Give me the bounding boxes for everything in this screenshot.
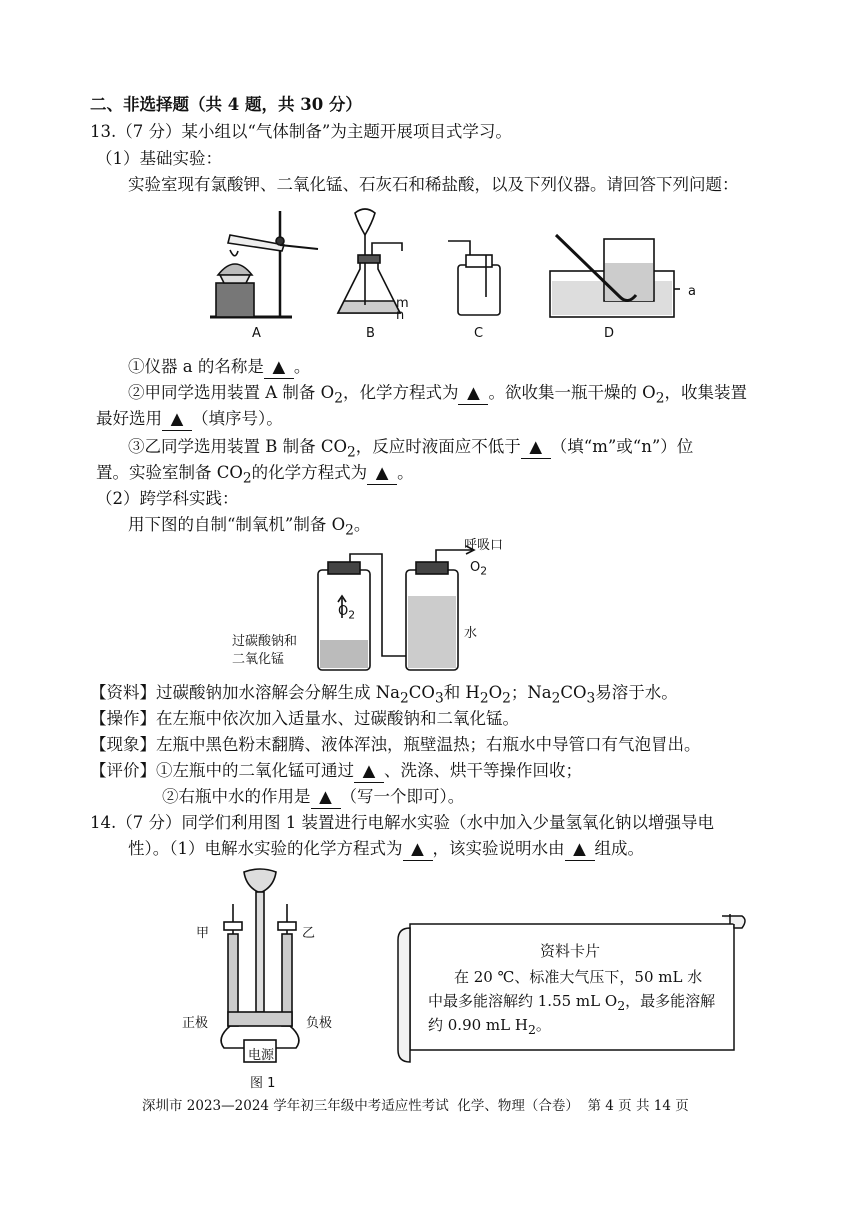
funnel-mark-n: n	[396, 308, 405, 323]
answer-blank[interactable]: ▲	[367, 462, 397, 485]
figure-1-caption: 图 1	[250, 1076, 276, 1091]
answer-blank[interactable]: ▲	[354, 760, 384, 783]
answer-blank[interactable]: ▲	[521, 436, 551, 459]
q13-q2: ②甲同学选用装置 A 制备 $O_2$，化学方程式为 ▲ 。欲收集一瓶干燥的 $O_2$，收集装置	[128, 383, 747, 407]
figure-reagent-label-2: 二氧化锰	[232, 652, 285, 667]
power-supply-label: 电源	[248, 1048, 275, 1063]
q13-part1-intro: 实验室现有氯酸钾、二氧化锰、石灰石和稀盐酸，以及下列仪器。请回答下列问题：	[128, 175, 739, 194]
figure-o2-outlet-label: $O_2$	[470, 560, 488, 578]
figure-o2-label: $O_2$	[338, 604, 356, 622]
electrolysis-positive-label: 正极	[182, 1016, 209, 1031]
figure-breath-label: 呼吸口	[464, 538, 504, 553]
figure-water-label: 水	[464, 626, 478, 641]
question-14-stem-line2: 性）。（1）电解水实验的化学方程式为 ▲ ，该实验说明水由 ▲ 组成。	[128, 838, 644, 861]
answer-blank[interactable]: ▲	[311, 786, 341, 809]
q13-evaluation-2: ②右瓶中水的作用是 ▲ （写一个即可）。	[162, 786, 464, 809]
answer-blank[interactable]: ▲	[458, 382, 488, 405]
q13-operation: 【操作】在左瓶中依次加入适量水、过碳酸钠和二氧化锰。	[90, 709, 519, 728]
electrolysis-negative-label: 负极	[306, 1016, 333, 1031]
q13-part2-heading: （2）跨学科实践：	[96, 489, 239, 508]
answer-blank[interactable]: ▲	[565, 838, 595, 861]
q13-q3-line2: 置。实验室制备 $CO_2$的化学方程式为 ▲ 。	[96, 463, 414, 487]
info-card-line1: 在 20 ℃、标准大气压下，50 mL 水	[454, 968, 703, 986]
section-title: 二、非选择题（共 4 题，共 30 分）	[90, 95, 362, 114]
trough-mark-a: a	[688, 284, 696, 299]
info-card-title: 资料卡片	[540, 942, 601, 960]
apparatus-figure	[200, 205, 680, 340]
answer-blank[interactable]: ▲	[264, 356, 294, 379]
question-13-stem: 13.（7 分）某小组以“气体制备”为主题开展项目式学习。	[90, 122, 512, 141]
q13-part2-intro: 用下图的自制“制氧机”制备 $O_2$。	[128, 515, 371, 539]
q13-q3: ③乙同学选用装置 B 制备 $CO_2$，反应时液面应不低于 ▲ （填“m”或“n”）位	[128, 437, 694, 461]
funnel-mark-m: m	[396, 296, 409, 311]
answer-blank[interactable]: ▲	[162, 408, 192, 431]
figure-reagent-label-1: 过碳酸钠和	[232, 634, 298, 649]
electrolysis-label-yi: 乙	[302, 926, 316, 941]
q13-info: 【资料】过碳酸钠加水溶解会分解生成 $Na_2CO_3$和 $H_2O_2$；$Na_2CO_3$易溶于水。	[90, 683, 678, 707]
apparatus-label-c: C	[474, 326, 484, 341]
question-14-stem-line1: 14.（7 分）同学们利用图 1 装置进行电解水实验（水中加入少量氢氧化钠以增强导电	[90, 813, 714, 832]
page-footer: 深圳市 2023—2024 学年初三年级中考适应性考试 化学、物理（合卷） 第 4 页 共 14 页	[142, 1098, 689, 1114]
q13-evaluation-1: 【评价】①左瓶中的二氧化锰可通过 ▲ 、洗涤、烘干等操作回收；	[90, 760, 582, 783]
info-card-line3: 约 0.90 mL $H_2$。	[428, 1016, 551, 1037]
q13-part1-heading: （1）基础实验：	[96, 149, 222, 168]
q13-q2-line2: 最好选用 ▲ （填序号）。	[96, 408, 283, 431]
apparatus-label-d: D	[604, 326, 615, 341]
apparatus-label-b: B	[366, 326, 375, 341]
answer-blank[interactable]: ▲	[403, 838, 433, 861]
info-card-line2: 中最多能溶解约 1.55 mL $O_2$，最多能溶解	[428, 992, 716, 1013]
apparatus-label-a: A	[252, 326, 261, 341]
q13-phenomenon: 【现象】左瓶中黑色粉末翻腾、液体浑浊，瓶壁温热；右瓶水中导管口有气泡冒出。	[90, 735, 701, 754]
q13-q1: ①仪器 a 的名称是 ▲ 。	[128, 356, 310, 379]
oxygen-generator-figure	[310, 540, 490, 675]
electrolysis-label-jia: 甲	[196, 926, 210, 941]
